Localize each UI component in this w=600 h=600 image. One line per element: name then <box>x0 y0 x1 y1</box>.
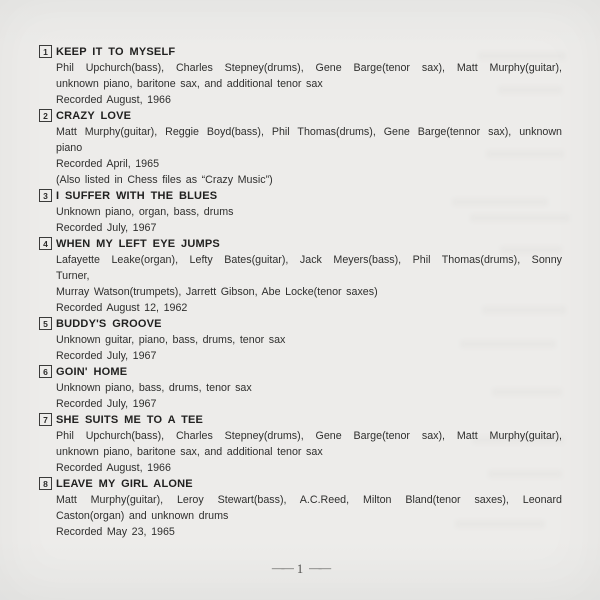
track-number-box: 1 <box>39 45 52 58</box>
track-title-line <box>39 316 562 332</box>
track-title: SHE SUITS ME TO A TEE <box>56 414 204 426</box>
track-personnel-line: Matt Murphy(guitar), Leroy Stewart(bass), A.C.Reed, Milton Bland(tenor saxes), Leonard <box>56 494 562 506</box>
page-number: 1 <box>296 562 304 576</box>
track-personnel-line: Turner, <box>56 270 90 282</box>
track-title: BUDDY'S GROOVE <box>56 318 162 330</box>
track-title-line <box>39 476 562 492</box>
track-recorded-line: Recorded August, 1966 <box>56 462 171 474</box>
track-recorded-line: Recorded August 12, 1962 <box>56 302 188 314</box>
track-entry <box>39 316 562 364</box>
track-entry <box>39 236 562 316</box>
track-title: WHEN MY LEFT EYE JUMPS <box>56 238 220 250</box>
track-title-line <box>39 108 562 124</box>
track-entry <box>39 188 562 236</box>
track-recorded-line: Recorded July, 1967 <box>56 222 157 234</box>
track-personnel-line: Unknown piano, bass, drums, tenor sax <box>56 382 252 394</box>
track-personnel-line: unknown piano, baritone sax, and additional tenor sax <box>56 446 323 458</box>
track-personnel-line: piano <box>56 142 83 154</box>
track-personnel-line: Lafayette Leake(organ), Lefty Bates(guitar), Jack Meyers(bass), Phil Thomas(drums), Sonny <box>56 254 562 266</box>
track-number-box: 7 <box>39 413 52 426</box>
track-title: KEEP IT TO MYSELF <box>56 46 176 58</box>
track-personnel-line: Phil Upchurch(bass), Charles Stepney(drums), Gene Barge(tenor sax), Matt Murphy(guitar), <box>56 430 562 442</box>
track-personnel-line: Caston(organ) and unknown drums <box>56 510 229 522</box>
footer-dash-left: —— <box>271 561 291 575</box>
page-footer <box>0 562 600 577</box>
track-number-box: 4 <box>39 237 52 250</box>
track-number-box: 6 <box>39 365 52 378</box>
track-title-line <box>39 188 562 204</box>
track-list <box>39 44 562 540</box>
track-entry <box>39 476 562 540</box>
track-title-line <box>39 44 562 60</box>
track-number-box: 3 <box>39 189 52 202</box>
track-title: I SUFFER WITH THE BLUES <box>56 190 218 202</box>
track-personnel-line: Phil Upchurch(bass), Charles Stepney(drums), Gene Barge(tenor sax), Matt Murphy(guitar), <box>56 62 562 74</box>
footer-dash-right: —— <box>309 561 329 575</box>
track-title: CRAZY LOVE <box>56 110 132 122</box>
track-recorded-line: Recorded July, 1967 <box>56 350 157 362</box>
track-title-line <box>39 236 562 252</box>
track-entry <box>39 44 562 108</box>
track-entry <box>39 108 562 188</box>
track-recorded-line: Recorded April, 1965 <box>56 158 160 170</box>
track-personnel-line: Unknown piano, organ, bass, drums <box>56 206 234 218</box>
track-number-box: 5 <box>39 317 52 330</box>
track-entry <box>39 364 562 412</box>
track-recorded-line: Recorded May 23, 1965 <box>56 526 175 538</box>
track-recorded-line: Recorded July, 1967 <box>56 398 157 410</box>
track-personnel-line: Unknown guitar, piano, bass, drums, tenor sax <box>56 334 286 346</box>
track-personnel-line: Matt Murphy(guitar), Reggie Boyd(bass), Phil Thomas(drums), Gene Barge(tennor sax), unknown <box>56 126 562 138</box>
track-title: GOIN' HOME <box>56 366 128 378</box>
track-title: LEAVE MY GIRL ALONE <box>56 478 193 490</box>
track-personnel-line: unknown piano, baritone sax, and additional tenor sax <box>56 78 323 90</box>
track-number-box: 2 <box>39 109 52 122</box>
track-personnel-line: Murray Watson(trumpets), Jarrett Gibson, Abe Locke(tenor saxes) <box>56 286 378 298</box>
track-title-line <box>39 412 562 428</box>
track-recorded-line: Recorded August, 1966 <box>56 94 171 106</box>
track-number-box: 8 <box>39 477 52 490</box>
track-title-line <box>39 364 562 380</box>
track-note-line: (Also listed in Chess files as “Crazy Music”) <box>56 174 273 186</box>
track-entry <box>39 412 562 476</box>
